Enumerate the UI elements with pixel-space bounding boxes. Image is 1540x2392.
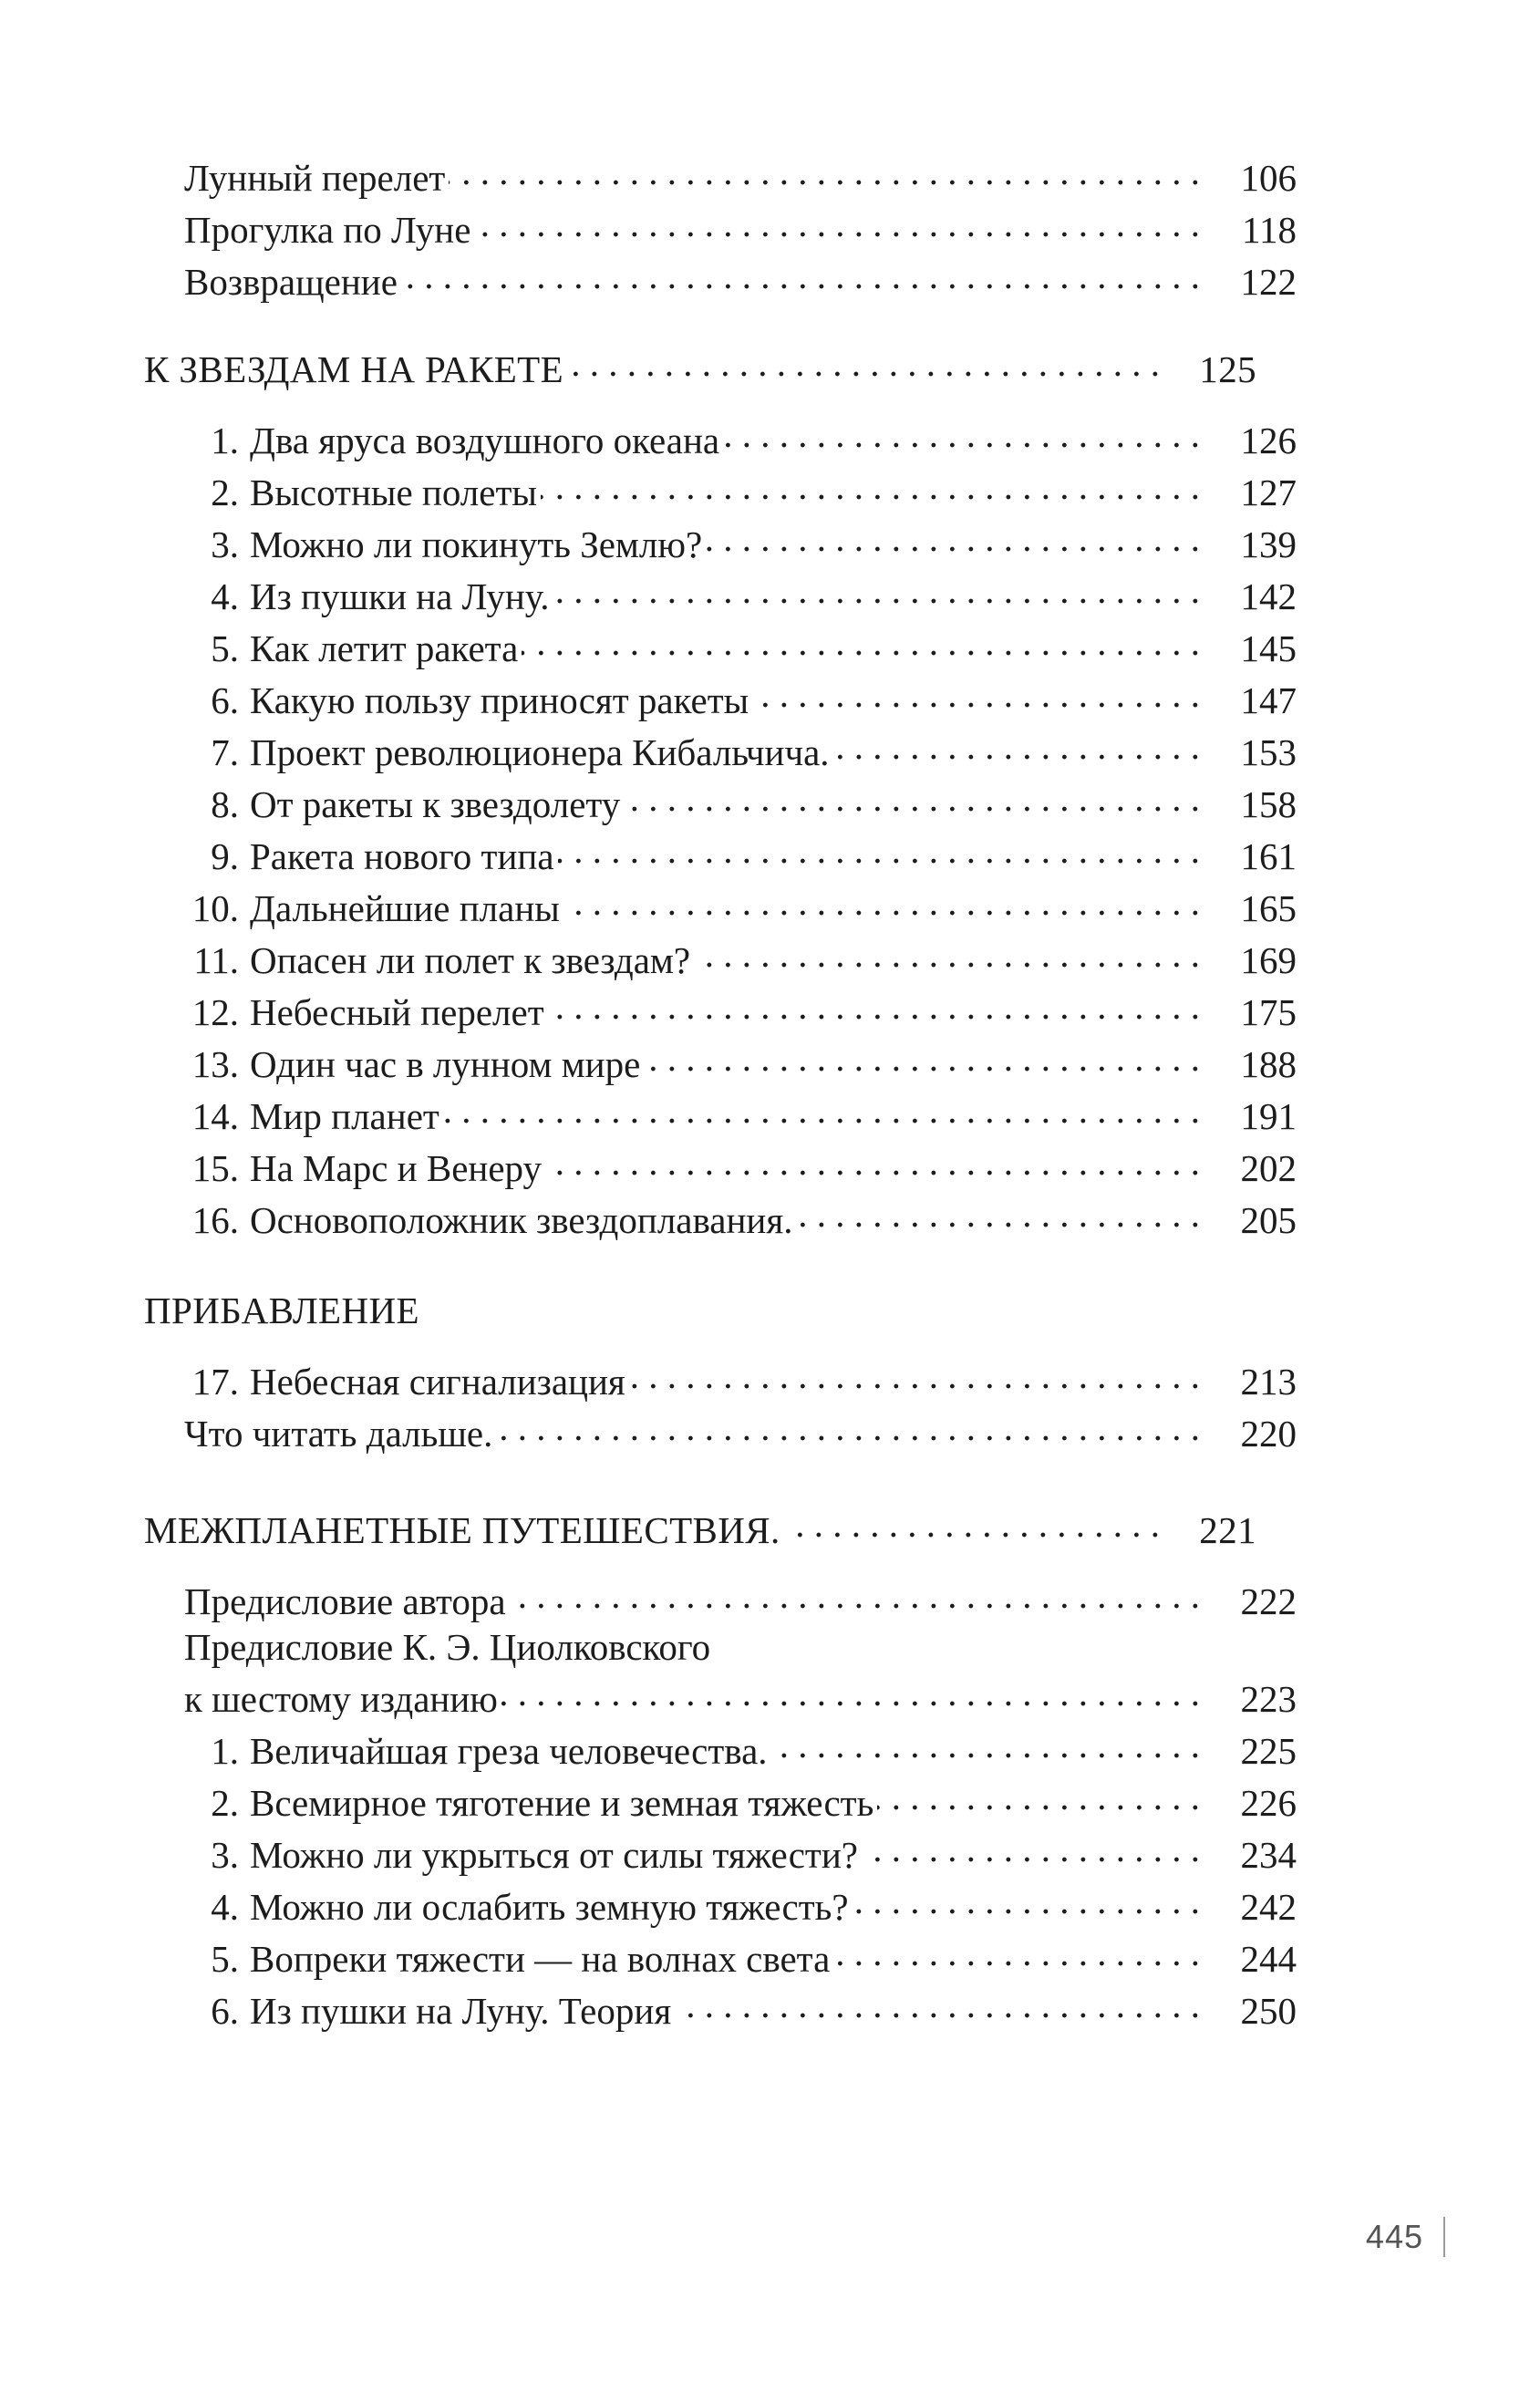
toc-entry-title: Небесный перелет: [250, 991, 544, 1033]
toc-entry-number: 4.: [211, 1886, 239, 1928]
toc-entry-title: Ракета нового типа: [250, 835, 554, 877]
toc-entry-number: 1.: [211, 419, 239, 461]
toc-dot-leader: [563, 884, 1200, 921]
toc-dot-leader: [558, 832, 1200, 869]
toc-dot-leader: [752, 676, 1200, 713]
toc-dot-leader: [510, 1577, 1200, 1614]
toc-entry[interactable]: [184, 1092, 1297, 1135]
toc-entry-title: Один час в лунном мире: [250, 1043, 641, 1085]
toc-entry-number: 9.: [211, 835, 239, 877]
toc-entry[interactable]: [184, 153, 1297, 197]
toc-entry-number: 7.: [211, 731, 239, 773]
toc-entry-title: Величайшая греза человечества.: [250, 1730, 768, 1772]
toc-dot-leader: [644, 1040, 1200, 1077]
toc-dot-leader: [443, 1092, 1200, 1129]
toc-entry[interactable]: [184, 468, 1297, 512]
toc-entry-number: 5.: [211, 1938, 239, 1980]
toc-dot-leader: [545, 1144, 1200, 1181]
toc-entry-page-number: 223: [1240, 1678, 1297, 1720]
toc-entry-title: Как летит ракета: [250, 627, 519, 669]
toc-entry[interactable]: [184, 1040, 1297, 1083]
toc-entry-page-number: 161: [1240, 835, 1297, 877]
toc-entry-title: Предисловие К. Э. Циолковского: [184, 1626, 711, 1668]
toc-dot-leader: [449, 153, 1200, 191]
toc-entry[interactable]: [184, 205, 1297, 249]
toc-entry[interactable]: [184, 1357, 1297, 1401]
toc-entry-number: 3.: [211, 523, 239, 565]
toc-block-gap: [144, 1239, 1256, 1292]
toc-entry-number: 4.: [211, 575, 239, 617]
toc-entry-page-number: 225: [1240, 1730, 1297, 1772]
toc-dot-leader: [877, 1778, 1200, 1816]
toc-entry-page-number: 221: [1199, 1509, 1256, 1551]
toc-entry-page-number: 158: [1240, 783, 1297, 825]
folio-rule: [1443, 2217, 1445, 2257]
toc-entry-title: Мир планет: [250, 1095, 439, 1137]
toc-entry-page-number: 175: [1240, 991, 1297, 1033]
toc-entry-page-number: 106: [1240, 157, 1297, 199]
toc-entry-title: Вопреки тяжести — на волнах света: [250, 1938, 831, 1980]
table-of-contents: [144, 153, 1297, 2032]
toc-entry-page-number: 139: [1240, 523, 1297, 565]
toc-entry[interactable]: [184, 884, 1297, 927]
toc-entry[interactable]: [184, 1144, 1297, 1187]
toc-entry-title: Два яруса воздушного океана: [250, 419, 720, 461]
toc-entry-page-number: 205: [1240, 1199, 1297, 1241]
toc-block-gap: [144, 301, 1256, 345]
page-folio: [1366, 2217, 1445, 2257]
toc-entry-title: Можно ли укрыться от силы тяжести?: [250, 1834, 858, 1876]
toc-dot-leader: [624, 780, 1200, 817]
toc-entry-number: 11.: [193, 939, 239, 981]
toc-entry-title: Можно ли ослабить земную тяжесть?: [250, 1886, 849, 1928]
toc-entry-number: 17.: [191, 1361, 239, 1403]
toc-entry-title: Всемирное тяготение и земная тяжесть: [250, 1782, 874, 1824]
toc-block-gap: [144, 1330, 1256, 1357]
toc-entry[interactable]: [184, 1409, 1297, 1453]
toc-entry[interactable]: [184, 416, 1297, 460]
toc-entry-title: Лунный перелет: [184, 157, 446, 199]
toc-entry-page-number: 165: [1240, 887, 1297, 929]
toc-entry-page-number: 244: [1240, 1938, 1297, 1980]
toc-dot-leader: [548, 988, 1200, 1025]
toc-entry[interactable]: [184, 1830, 1297, 1874]
toc-entry-title: Какую пользу приносят ракеты: [250, 679, 749, 721]
toc-entry-title: Из пушки на Луну. Теория: [250, 1990, 672, 2032]
toc-entry[interactable]: [184, 624, 1297, 668]
toc-entry-page-number: 220: [1240, 1413, 1297, 1455]
toc-block-gap: [144, 1453, 1256, 1506]
toc-entry-page-number: 145: [1240, 627, 1297, 669]
toc-entry-number: 2.: [211, 471, 239, 513]
toc-entry-number: 10.: [191, 887, 239, 929]
toc-entry[interactable]: [184, 676, 1297, 720]
toc-entry-page-number: 188: [1240, 1043, 1297, 1085]
toc-dot-leader: [675, 1986, 1200, 2024]
toc-dot-leader: [541, 468, 1200, 505]
toc-dot-leader: [496, 1409, 1200, 1446]
toc-block-gap: [144, 1549, 1256, 1577]
toc-entry-number: 12.: [191, 991, 239, 1033]
toc-entry-title: Прогулка по Луне: [184, 209, 471, 251]
toc-entry-title: Небесная сигнализация: [250, 1361, 625, 1403]
toc-entry-number: 15.: [191, 1147, 239, 1189]
toc-entry[interactable]: [184, 572, 1297, 616]
toc-entry-page-number: 213: [1240, 1361, 1297, 1403]
toc-entry-title: Предисловие автора: [184, 1580, 506, 1622]
toc-dot-leader: [833, 728, 1200, 765]
toc-entry[interactable]: [184, 520, 1297, 564]
toc-entry-number: 6.: [211, 679, 239, 721]
toc-entry-page-number: 126: [1240, 419, 1297, 461]
toc-entry[interactable]: [144, 1289, 1256, 1331]
toc-entry[interactable]: [184, 1674, 1297, 1718]
toc-dot-leader: [553, 572, 1200, 609]
toc-dot-leader: [853, 1882, 1200, 1920]
toc-entry[interactable]: [184, 728, 1297, 771]
toc-entry-title: К ЗВЕЗДАМ НА РАКЕТЕ: [144, 348, 564, 390]
toc-entry-title: Опасен ли полет к звездам?: [250, 939, 691, 981]
toc-entry[interactable]: [184, 936, 1297, 979]
toc-entry-title: Возвращение: [184, 261, 398, 303]
toc-dot-leader: [833, 1934, 1200, 1972]
toc-entry-title: На Марс и Венеру: [250, 1147, 542, 1189]
toc-entry[interactable]: [184, 1986, 1297, 2030]
toc-entry[interactable]: [184, 1778, 1297, 1822]
toc-dot-leader: [694, 936, 1200, 973]
toc-entry-number: 2.: [211, 1782, 239, 1824]
toc-dot-leader: [501, 1674, 1200, 1712]
toc-entry-page-number: 118: [1242, 209, 1297, 251]
toc-entry-number: 13.: [191, 1043, 239, 1085]
toc-entry-number: 8.: [211, 783, 239, 825]
toc-entry-number: 3.: [211, 1834, 239, 1876]
toc-dot-leader: [784, 1506, 1160, 1543]
toc-block-gap: [144, 388, 1256, 416]
toc-dot-leader: [567, 345, 1160, 382]
toc-dot-leader: [474, 205, 1200, 243]
toc-entry[interactable]: [184, 1726, 1297, 1770]
toc-entry-title: Высотные полеты: [250, 471, 537, 513]
toc-entry-title: ПРИБАВЛЕНИЕ: [144, 1289, 419, 1331]
toc-entry-title: Дальнейшие планы: [250, 887, 560, 929]
toc-entry-number: 16.: [191, 1199, 239, 1241]
toc-entry-page-number: 202: [1240, 1147, 1297, 1189]
toc-entry-page-number: 169: [1240, 939, 1297, 981]
toc-entry-title: Из пушки на Луну.: [250, 575, 550, 617]
toc-entry-page-number: 191: [1240, 1095, 1297, 1137]
toc-entry[interactable]: [184, 780, 1297, 823]
toc-entry[interactable]: [184, 1626, 1297, 1668]
toc-entry-number: 6.: [211, 1990, 239, 2032]
toc-entry-number: 1.: [211, 1730, 239, 1772]
toc-entry[interactable]: [144, 345, 1256, 388]
toc-entry[interactable]: [184, 1196, 1297, 1239]
toc-dot-leader: [706, 520, 1200, 557]
toc-entry[interactable]: [184, 1934, 1297, 1978]
toc-entry[interactable]: [184, 257, 1297, 301]
toc-dot-leader: [796, 1196, 1200, 1233]
toc-entry-title: к шестому изданию: [184, 1678, 498, 1720]
toc-entry[interactable]: [144, 1506, 1256, 1549]
toc-entry-number: 14.: [191, 1095, 239, 1137]
toc-entry[interactable]: [184, 988, 1297, 1031]
toc-dot-leader: [522, 624, 1200, 661]
toc-entry[interactable]: [184, 1577, 1297, 1621]
toc-entry-page-number: 142: [1240, 575, 1297, 617]
toc-entry-title: Основоположник звездоплавания.: [250, 1199, 793, 1241]
toc-dot-leader: [723, 416, 1200, 453]
toc-entry-page-number: 242: [1240, 1886, 1297, 1928]
toc-dot-leader: [629, 1357, 1200, 1394]
toc-entry-number: 5.: [211, 627, 239, 669]
toc-entry-page-number: 153: [1240, 731, 1297, 773]
toc-dot-leader: [771, 1726, 1200, 1764]
toc-entry-page-number: 122: [1240, 261, 1297, 303]
toc-entry-title: Что читать дальше.: [184, 1413, 493, 1455]
toc-dot-leader: [862, 1830, 1200, 1868]
toc-entry[interactable]: [184, 1882, 1297, 1926]
toc-entry-title: От ракеты к звездолету: [250, 783, 621, 825]
toc-entry-page-number: 222: [1240, 1580, 1297, 1622]
toc-entry-page-number: 125: [1199, 348, 1256, 390]
toc-entry-title: Можно ли покинуть Землю?: [250, 523, 703, 565]
toc-entry-page-number: 226: [1240, 1782, 1297, 1824]
toc-entry-title: Проект революционера Кибальчича.: [250, 731, 830, 773]
toc-entry-page-number: 147: [1240, 679, 1297, 721]
toc-entry-title: МЕЖПЛАНЕТНЫЕ ПУТЕШЕСТВИЯ.: [144, 1509, 780, 1551]
folio-number: 445: [1365, 2218, 1423, 2255]
toc-entry-page-number: 250: [1240, 1990, 1297, 2032]
toc-entry[interactable]: [184, 832, 1297, 875]
toc-entry-page-number: 127: [1240, 471, 1297, 513]
toc-dot-leader: [401, 257, 1200, 295]
toc-entry-page-number: 234: [1240, 1834, 1297, 1876]
